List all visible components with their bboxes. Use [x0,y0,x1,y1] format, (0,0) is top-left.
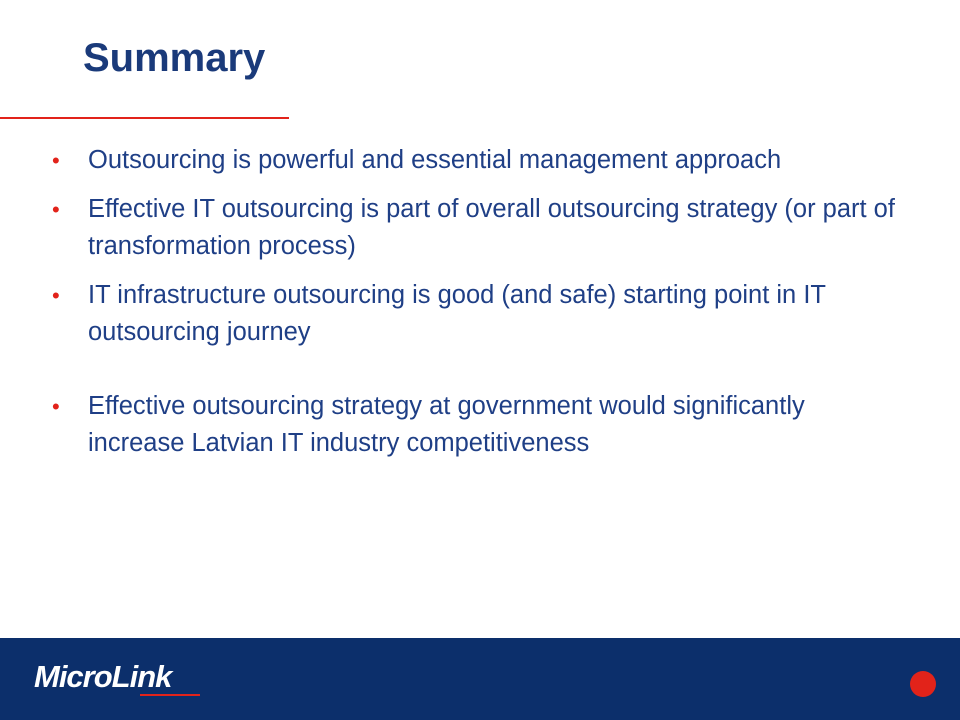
bullet-item [52,388,902,462]
bullet-item [52,142,902,179]
bullet-text: Effective outsourcing strategy at government would significantly increase Latvian IT industry competitiveness [88,392,805,457]
bullet-marker: • [52,197,60,222]
logo-underline [140,694,200,696]
bullet-text: Effective IT outsourcing is part of overall outsourcing strategy (or part of transformation process) [88,195,895,260]
bullet-marker: • [52,283,60,308]
bullet-text: IT infrastructure outsourcing is good (and safe) starting point in IT outsourcing journey [88,281,826,346]
bullet-marker: • [52,148,60,173]
bullet-text: Outsourcing is powerful and essential management approach [88,146,782,174]
bullet-marker: • [52,394,60,419]
microlink-logo: MicroLink [34,659,172,694]
bullet-list [52,142,902,474]
bullet-item [52,191,902,265]
bullet-item [52,277,902,351]
red-dot-icon [910,671,936,697]
title-divider [0,117,289,119]
slide-title: Summary [83,36,266,80]
